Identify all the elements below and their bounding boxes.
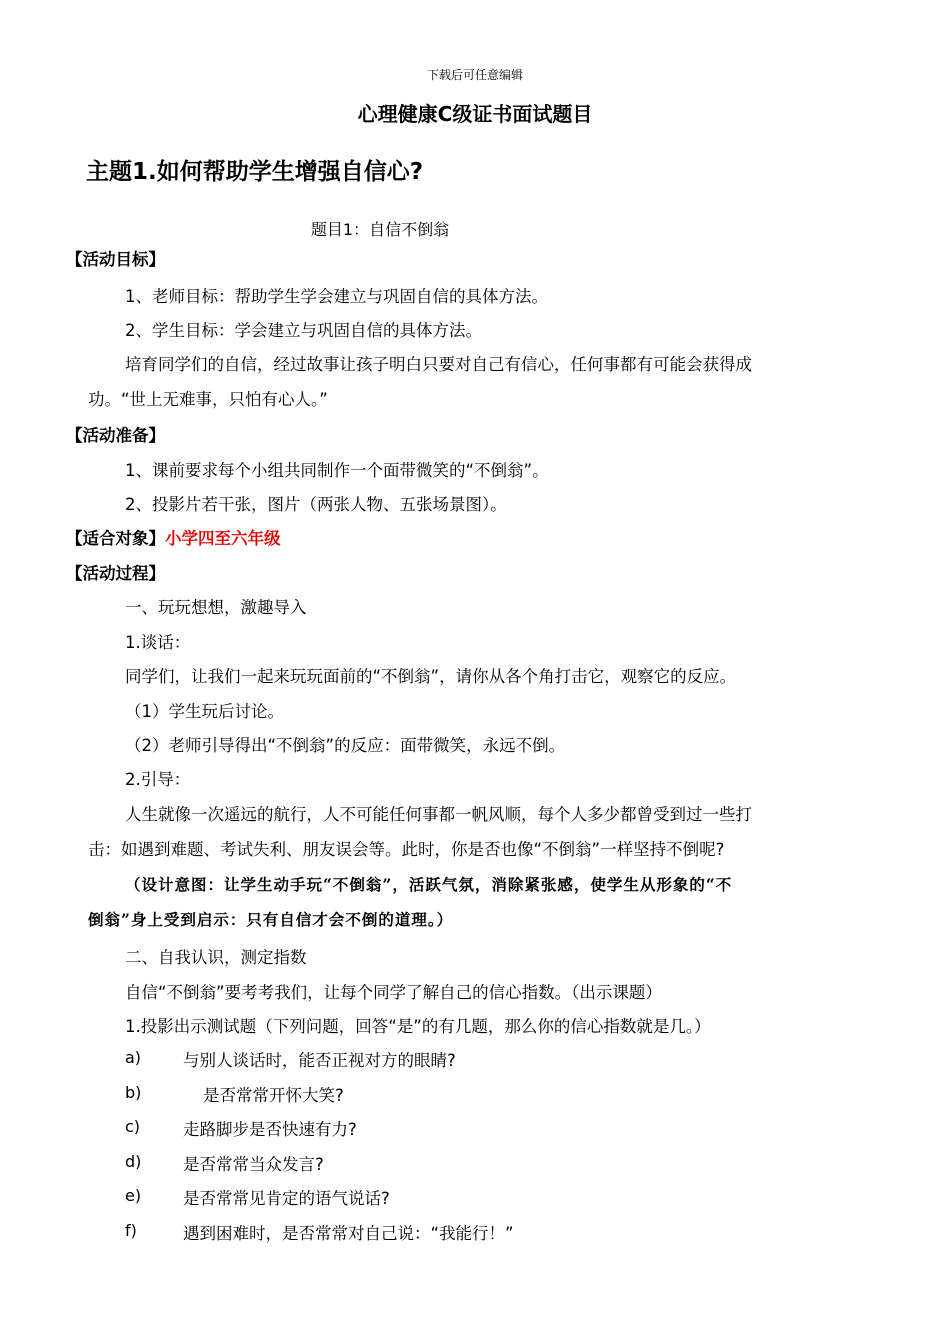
guide-text-b: 击：如遇到难题、考试失利、朋友误会等。此时，你是否也像“不倒翁”一样坚持不倒呢? (88, 840, 725, 859)
step-1-heading: 一、玩玩想想，激趣导入 (125, 598, 307, 617)
question-marker: f) (125, 1221, 137, 1240)
question-text: 是否常常当众发言? (183, 1155, 324, 1174)
prep-line-1: 1、课前要求每个小组共同制作一个面带微笑的“不倒翁”。 (125, 461, 549, 480)
section-process-heading: 【活动过程】 (66, 564, 165, 583)
target-label: 【适合对象】 (66, 529, 165, 548)
step-2-text: 自信“不倒翁”要考考我们，让每个同学了解自己的信心指数。（出示课题） (125, 983, 662, 1002)
question-text: 遇到困难时，是否常常对自己说：“我能行！” (183, 1224, 514, 1243)
section-prep-heading: 【活动准备】 (66, 426, 165, 445)
question-text: 是否常常开怀大笑? (203, 1086, 344, 1105)
question-text: 走路脚步是否快速有力? (183, 1120, 357, 1139)
topic-subtitle: 题目1：自信不倒翁 (310, 220, 450, 239)
design-intent-b: 倒翁”身上受到启示：只有自信才会不倒的道理。） (88, 910, 454, 929)
guide-text-a: 人生就像一次遥远的航行，人不可能任何事都一帆风顺，每个人多少都曾受到过一些打 (125, 805, 752, 824)
goal-line-1: 1、老师目标：帮助学生学会建立与巩固自信的具体方法。 (125, 287, 548, 306)
theme-heading: 主题1.如何帮助学生增强自信心? (86, 159, 424, 185)
goal-line-2: 2、学生目标：学会建立与巩固自信的具体方法。 (125, 321, 482, 340)
target-value: 小学四至六年级 (165, 529, 281, 548)
talk-text: 同学们，让我们一起来玩玩面前的“不倒翁”，请你从各个角打击它，观察它的反应。 (125, 667, 737, 686)
design-intent-a: （设计意图：让学生动手玩“不倒翁”，活跃气氛，消除紧张感，使学生从形象的“不 (125, 875, 733, 894)
question-text: 与别人谈话时，能否正视对方的眼睛? (183, 1051, 456, 1070)
document-title: 心理健康C级证书面试题目 (357, 102, 593, 126)
step-2-heading: 二、自我认识，测定指数 (125, 948, 307, 967)
question-marker: d) (125, 1152, 142, 1171)
talk-label: 1.谈话： (125, 633, 191, 652)
question-marker: c) (125, 1117, 141, 1136)
talk-item-2: （2）老师引导得出“不倒翁”的反应：面带微笑，永远不倒。 (125, 736, 566, 755)
question-marker: b) (125, 1083, 142, 1102)
guide-label: 2.引导： (125, 770, 191, 789)
goal-line-3a: 培育同学们的自信，经过故事让孩子明白只要对自己有信心，任何事都有可能会获得成 (125, 355, 752, 374)
section-target-heading (66, 525, 281, 549)
question-marker: e) (125, 1186, 142, 1205)
question-marker: a) (125, 1048, 142, 1067)
talk-item-1: （1）学生玩后讨论。 (125, 702, 284, 721)
prep-line-2: 2、投影片若干张，图片（两张人物、五张场景图）。 (125, 495, 507, 514)
test-instruction: 1.投影出示测试题（下列问题，回答“是”的有几题，那么你的信心指数就是几。） (125, 1017, 711, 1036)
question-text: 是否常常见肯定的语气说话? (183, 1189, 390, 1208)
goal-line-3b: 功。“世上无难事，只怕有心人。” (88, 390, 328, 409)
section-goal-heading: 【活动目标】 (66, 250, 165, 269)
page-header-note: 下载后可任意编辑 (426, 68, 523, 82)
